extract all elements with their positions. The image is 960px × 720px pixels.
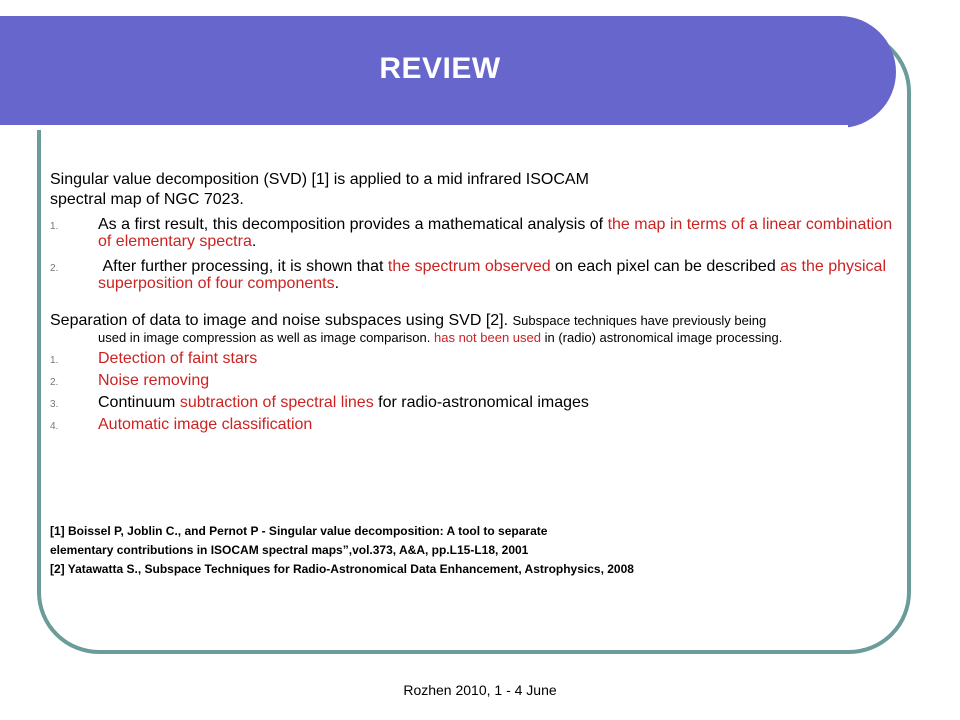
slide-title: REVIEW [379, 52, 501, 85]
item-highlight: the spectrum observed [387, 258, 551, 275]
list-item [50, 216, 908, 250]
list-item [50, 394, 908, 412]
item-text-end: . [334, 275, 340, 292]
list-number: 2. [50, 377, 59, 388]
item-text: After further processing, it is shown that [98, 258, 388, 275]
reference-line: [2] Yatawatta S., Subspace Techniques for Radio-Astronomical Data Enhancement, Astrophysics, 2008 [50, 562, 634, 576]
item-highlight-2: as the physical superposition of four components [98, 258, 886, 292]
item-highlight: Detection of faint stars [98, 350, 258, 367]
list-number: 1. [50, 221, 59, 232]
subspace-note-text: used in image compression as well as image comparison. [98, 330, 434, 345]
item-highlight: subtraction of spectral lines [179, 394, 374, 411]
list-number: 2. [50, 263, 59, 274]
item-text-end: for radio-astronomical images [373, 394, 589, 411]
list-item [50, 258, 908, 292]
intro-line-2: spectral map of NGC 7023. [50, 191, 244, 208]
item-highlight: Noise removing [98, 372, 210, 389]
list-item [50, 416, 908, 434]
reference-line: [1] Boissel P, Joblin C., and Pernot P - Singular value decomposition: A tool to separate [50, 524, 548, 538]
item-highlight: the map in terms of a linear combination of elementary spectra [98, 216, 893, 250]
item-highlight: Automatic image classification [98, 416, 313, 433]
slide-body [50, 170, 908, 434]
list-number: 3. [50, 399, 59, 410]
slide-footer: Rozhen 2010, 1 - 4 June [403, 682, 557, 698]
list-item [50, 372, 908, 390]
subspace-note-end: in (radio) astronomical image processing. [540, 330, 783, 345]
list-item [50, 350, 908, 368]
list-number: 4. [50, 421, 59, 432]
subspace-paragraph [50, 311, 908, 345]
svd-results-list [50, 216, 908, 292]
item-text-mid: on each pixel can be described [550, 258, 781, 275]
applications-list [50, 350, 908, 434]
item-text-end: . [251, 233, 257, 250]
subspace-note-start: Subspace techniques have previously being [512, 313, 767, 328]
item-text: As a first result, this decomposition provides a mathematical analysis of [98, 216, 608, 233]
item-text: Continuum [98, 394, 180, 411]
title-underline [0, 125, 848, 130]
list-number: 1. [50, 355, 59, 366]
intro-line-1: Singular value decomposition (SVD) [1] is applied to a mid infrared ISOCAM [50, 171, 589, 188]
reference-line: elementary contributions in ISOCAM spectral maps”,vol.373, A&A, pp.L15-L18, 2001 [50, 543, 529, 557]
references [50, 522, 908, 579]
subspace-note-indented [50, 331, 908, 345]
subspace-main-text: Separation of data to image and noise subspaces using SVD [2]. [50, 312, 513, 329]
intro-paragraph [50, 170, 908, 210]
subspace-note-highlight: has not been used [434, 330, 541, 345]
